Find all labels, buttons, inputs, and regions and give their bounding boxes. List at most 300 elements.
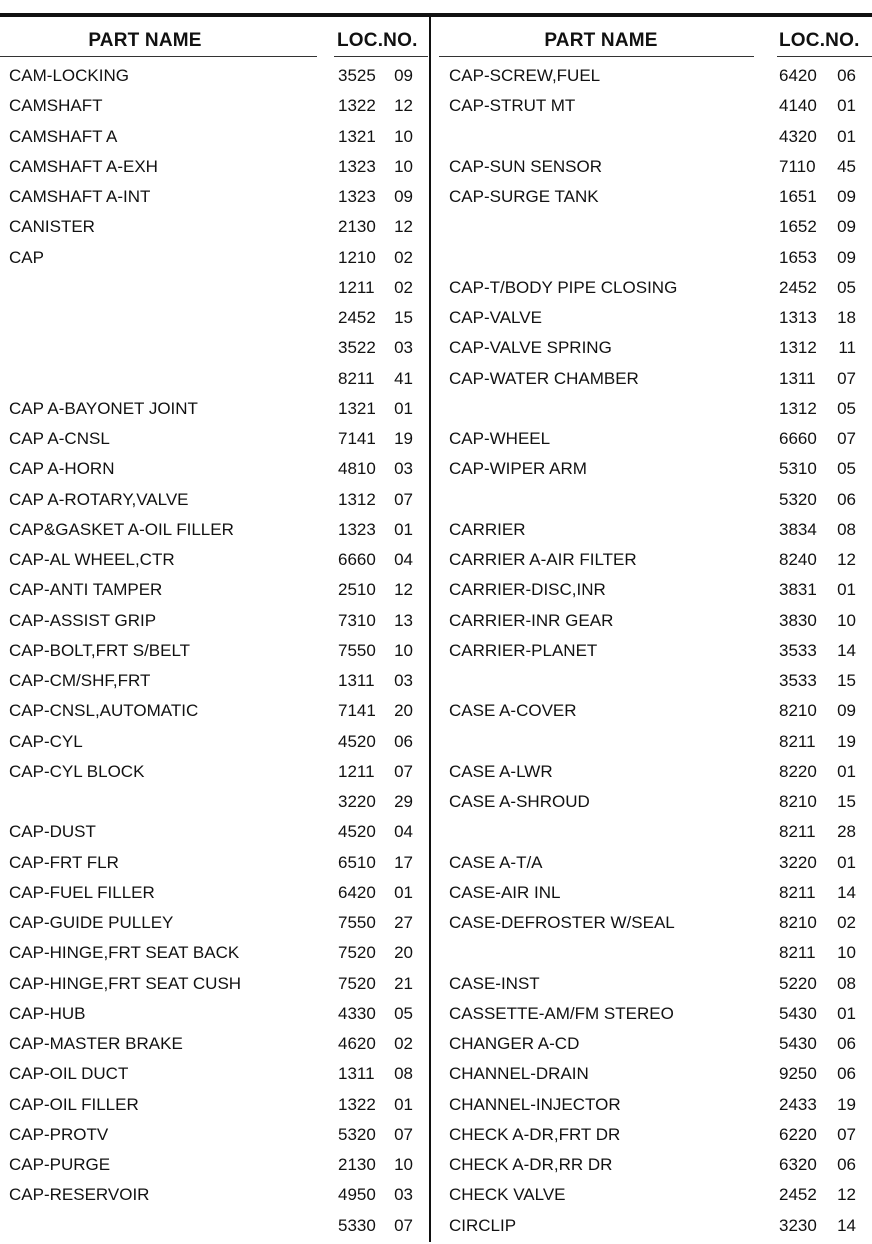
part-name-cell: CAP-AL WHEEL,CTR [9,550,175,569]
loc-code-cell: 8240 [779,550,817,569]
loc-no-header: LOC.NO. [337,30,418,51]
loc-num-cell: 05 [837,398,856,418]
loc-num-cell: 12 [394,96,413,116]
table-row [0,1090,429,1120]
table-row [431,1120,872,1150]
loc-num-cell: 10 [394,640,413,660]
part-name-cell: CASE-INST [449,973,540,993]
part-name-underline [439,56,754,57]
loc-num-cell: 01 [837,96,856,116]
table-row [431,1029,872,1059]
table-row [0,515,429,545]
part-name-cell: CHECK VALVE [449,1185,566,1205]
loc-code-cell: 1321 [338,126,376,146]
table-row [431,787,872,817]
table-row [0,454,429,484]
part-name-cell: CAP-SURGE TANK [449,187,599,206]
loc-code-cell: 3533 [779,671,817,690]
loc-num-cell: 29 [394,792,413,811]
loc-num-cell: 01 [837,580,856,600]
loc-num-cell: 19 [394,429,413,448]
table-row [0,273,429,303]
table-row [0,1120,429,1150]
table-row [0,1180,429,1210]
loc-num-cell: 12 [837,1185,856,1205]
part-name-cell: CAP A-CNSL [9,429,110,448]
part-name-cell: CAP A-ROTARY,VALVE [9,489,189,509]
loc-num-cell: 11 [838,338,856,358]
loc-num-cell: 06 [837,1155,856,1174]
right-column [431,17,872,1241]
part-name-underline [0,56,317,57]
part-name-cell: CAP-FUEL FILLER [9,882,155,902]
loc-code-cell: 7520 [338,943,376,963]
loc-num-cell: 09 [394,187,413,206]
table-row [431,636,872,666]
table-row [431,485,872,515]
table-row [0,817,429,847]
table-row [431,666,872,696]
loc-num-cell: 09 [837,247,856,267]
part-name-cell: CAP-VALVE SPRING [449,338,612,358]
part-name-cell: CAP-WIPER ARM [449,459,587,479]
table-row [431,515,872,545]
part-name-cell: CAP-WATER CHAMBER [449,368,639,388]
loc-code-cell: 7110 [779,156,816,176]
part-name-header: PART NAME [544,30,658,51]
part-name-cell: CAMSHAFT A-INT [9,187,151,206]
table-row [431,61,872,91]
right-rows [431,61,872,1241]
loc-code-cell: 1652 [779,217,817,237]
part-name-cell: CAP-ANTI TAMPER [9,580,163,600]
part-name-cell: CAP-ASSIST GRIP [9,610,157,630]
loc-code-cell: 7141 [338,429,376,448]
table-row [431,303,872,333]
loc-code-cell: 3230 [779,1215,817,1235]
table-row [431,182,872,212]
loc-num-cell: 14 [837,640,856,660]
loc-code-cell: 1311 [338,671,375,690]
table-row [431,1090,872,1120]
loc-code-cell: 4520 [338,731,376,751]
table-row [431,908,872,938]
loc-code-cell: 5320 [779,489,817,509]
loc-code-cell: 5430 [779,1003,817,1023]
table-row [0,666,429,696]
part-name-cell: CAP A-BAYONET JOINT [9,398,198,418]
loc-code-cell: 4520 [338,822,376,842]
loc-code-cell: 4320 [779,126,817,146]
table-row [431,122,872,152]
part-name-cell: CAMSHAFT A [9,126,118,146]
loc-code-cell: 4140 [779,96,817,116]
table-row [431,424,872,454]
loc-num-cell: 15 [394,308,413,327]
loc-num-cell: 19 [837,731,856,751]
loc-code-cell: 2510 [338,580,376,600]
table-row [431,938,872,968]
table-row [0,636,429,666]
loc-code-cell: 8211 [779,822,816,842]
part-name-cell: CAP-CNSL,AUTOMATIC [9,701,199,721]
table-row [0,1150,429,1180]
loc-num-cell: 07 [394,761,413,781]
table-row [0,243,429,273]
part-name-cell: CAP-VALVE [449,308,542,327]
loc-num-cell: 15 [837,792,856,811]
loc-num-cell: 03 [394,671,413,690]
part-name-cell: CAP-CYL BLOCK [9,761,145,781]
loc-code-cell: 8210 [779,701,817,721]
loc-num-cell: 04 [394,822,413,842]
loc-code-cell: 6220 [779,1124,817,1144]
left-rows [0,61,429,1241]
part-name-cell: CASE A-LWR [449,761,553,781]
part-name-cell: CIRCLIP [449,1215,517,1235]
loc-code-cell: 8211 [779,882,816,902]
table-row [0,1059,429,1089]
table-row [0,333,429,363]
loc-num-cell: 01 [394,519,413,539]
table-row [0,787,429,817]
loc-num-cell: 02 [394,277,413,297]
table-row [431,575,872,605]
loc-num-cell: 01 [394,882,413,902]
loc-num-cell: 09 [837,187,856,206]
part-name-cell: CAP-CYL [9,731,83,751]
table-row [0,485,429,515]
loc-code-cell: 6320 [779,1155,817,1174]
loc-code-cell: 7550 [338,913,376,932]
part-name-cell: CANISTER [9,217,95,237]
part-name-cell: CAP-GUIDE PULLEY [9,913,174,932]
loc-code-cell: 2130 [338,217,376,237]
loc-num-cell: 21 [394,973,413,993]
part-name-cell: CAP-PURGE [9,1155,111,1174]
table-row [0,727,429,757]
loc-code-cell: 2433 [779,1094,817,1114]
table-row [431,969,872,999]
left-column [0,17,429,1241]
loc-num-cell: 06 [837,489,856,509]
loc-num-cell: 28 [837,822,856,842]
part-name-cell: CAMSHAFT A-EXH [9,156,158,176]
table-row [0,908,429,938]
table-row [0,545,429,575]
loc-num-cell: 01 [837,126,856,146]
table-row [431,1180,872,1210]
table-row [431,1211,872,1241]
loc-num-cell: 14 [837,1215,856,1235]
table-row [431,727,872,757]
loc-code-cell: 9250 [779,1064,817,1084]
part-name-cell: CASE A-T/A [449,852,543,872]
loc-code-cell: 7550 [338,640,376,660]
table-row [0,848,429,878]
loc-code-cell: 3220 [779,852,817,872]
loc-num-cell: 07 [394,1124,413,1144]
part-name-cell: CASE A-SHROUD [449,792,590,811]
loc-code-cell: 1323 [338,187,376,206]
loc-num-cell: 20 [394,701,413,721]
loc-num-cell: 09 [837,217,856,237]
part-name-cell: CAP-RESERVOIR [9,1185,150,1205]
loc-code-cell: 2130 [338,1155,376,1174]
table-row [0,757,429,787]
loc-code-cell: 3220 [338,792,376,811]
part-name-cell: CAP-MASTER BRAKE [9,1034,183,1053]
part-name-cell: CAM-LOCKING [9,66,129,85]
loc-code-cell: 4620 [338,1034,376,1053]
table-row [0,696,429,726]
loc-code-cell: 2452 [779,277,817,297]
loc-code-cell: 1312 [338,489,376,509]
loc-num-cell: 01 [837,761,856,781]
loc-num-cell: 27 [394,913,413,932]
part-name-cell: CAP-HINGE,FRT SEAT BACK [9,943,240,963]
loc-code-cell: 6420 [779,66,817,85]
table-row [431,696,872,726]
loc-num-cell: 01 [837,1003,856,1023]
loc-code-cell: 1322 [338,1094,376,1114]
part-name-cell: CAP-FRT FLR [9,852,119,872]
loc-code-cell: 1322 [338,96,376,116]
part-name-cell: CASE-AIR INL [449,882,561,902]
loc-code-cell: 3522 [338,338,376,358]
part-name-cell: CAP-HUB [9,1003,86,1023]
table-row [0,122,429,152]
table-row [0,364,429,394]
loc-num-cell: 03 [394,338,413,358]
loc-num-cell: 08 [837,519,856,539]
loc-num-cell: 05 [837,277,856,297]
loc-num-cell: 07 [837,1124,856,1144]
table-row [0,606,429,636]
part-name-cell: CAP-SCREW,FUEL [449,66,601,85]
loc-code-cell: 8211 [779,731,816,751]
part-name-cell: CASE-DEFROSTER W/SEAL [449,913,675,932]
table-row [431,91,872,121]
loc-num-cell: 09 [837,701,856,721]
part-name-cell: CAP-WHEEL [449,429,551,448]
loc-code-cell: 1311 [338,1064,375,1084]
part-name-cell: CAP-DUST [9,822,96,842]
loc-code-cell: 1312 [779,398,817,418]
loc-num-cell: 03 [394,1185,413,1205]
part-name-cell: CARRIER [449,519,526,539]
loc-num-cell: 07 [837,368,856,388]
loc-code-cell: 1323 [338,156,376,176]
table-row [0,575,429,605]
table-row [431,364,872,394]
loc-code-cell: 1653 [779,247,817,267]
loc-code-cell: 8211 [779,943,816,963]
loc-no-underline [777,56,872,57]
loc-code-cell: 1312 [779,338,817,358]
part-name-cell: CARRIER-PLANET [449,640,598,660]
loc-num-cell: 45 [837,156,856,176]
table-row [431,454,872,484]
loc-num-cell: 10 [394,1155,413,1174]
part-name-cell: CASE A-COVER [449,701,577,721]
table-row [0,878,429,908]
part-name-cell: CAP-PROTV [9,1124,109,1144]
part-name-cell: CAP-OIL FILLER [9,1094,139,1114]
part-name-cell: CAP&GASKET A-OIL FILLER [9,519,234,539]
loc-num-cell: 06 [394,731,413,751]
table-row [0,152,429,182]
loc-code-cell: 8210 [779,792,817,811]
table-row [431,817,872,847]
part-name-cell: CHANGER A-CD [449,1034,580,1053]
table-row [431,878,872,908]
loc-code-cell: 6420 [338,882,376,902]
table-row [0,303,429,333]
loc-code-cell: 7141 [338,701,376,721]
loc-num-cell: 10 [394,156,413,176]
table-row [0,91,429,121]
loc-code-cell: 7520 [338,973,376,993]
loc-num-cell: 10 [394,126,413,146]
loc-code-cell: 4810 [338,459,376,479]
loc-code-cell: 5220 [779,973,817,993]
loc-num-cell: 01 [394,398,413,418]
table-row [0,212,429,242]
loc-num-cell: 19 [837,1094,856,1114]
table-row [431,333,872,363]
loc-code-cell: 7310 [338,610,376,630]
part-name-header: PART NAME [88,30,202,51]
loc-num-cell: 15 [837,671,856,690]
table-row [431,243,872,273]
loc-num-cell: 01 [837,852,856,872]
loc-no-underline [334,56,428,57]
table-row [0,182,429,212]
table-row [0,999,429,1029]
loc-num-cell: 12 [394,217,413,237]
table-row [431,848,872,878]
table-row [431,545,872,575]
loc-num-cell: 06 [837,66,856,85]
table-row [0,424,429,454]
table-row [431,1059,872,1089]
table-row [431,999,872,1029]
loc-num-cell: 09 [394,66,413,85]
part-name-cell: CAP-HINGE,FRT SEAT CUSH [9,973,242,993]
part-name-cell: CAP-OIL DUCT [9,1064,129,1084]
loc-num-cell: 41 [394,368,413,388]
loc-code-cell: 1210 [338,247,376,267]
table-row [0,61,429,91]
part-name-cell: CASSETTE-AM/FM STEREO [449,1003,674,1023]
loc-num-cell: 18 [837,308,856,327]
loc-num-cell: 07 [394,489,413,509]
loc-num-cell: 07 [394,1215,413,1235]
loc-code-cell: 6660 [338,550,376,569]
part-name-cell: CARRIER-DISC,INR [449,580,606,600]
loc-num-cell: 05 [394,1003,413,1023]
table-row [431,757,872,787]
loc-num-cell: 03 [394,459,413,479]
table-row [0,1211,429,1241]
table-row [431,152,872,182]
part-name-cell: CHECK A-DR,FRT DR [449,1124,621,1144]
loc-num-cell: 04 [394,550,413,569]
loc-num-cell: 02 [394,1034,413,1053]
loc-code-cell: 1311 [779,368,816,388]
loc-code-cell: 4950 [338,1185,376,1205]
loc-num-cell: 17 [394,852,413,872]
loc-code-cell: 1211 [338,761,375,781]
loc-code-cell: 6510 [338,852,376,872]
loc-num-cell: 05 [837,459,856,479]
loc-code-cell: 2452 [338,308,376,327]
loc-code-cell: 3831 [779,580,817,600]
part-name-cell: CAP-CM/SHF,FRT [9,671,151,690]
loc-num-cell: 10 [837,943,856,963]
loc-num-cell: 12 [837,550,856,569]
part-name-cell: CAP-BOLT,FRT S/BELT [9,640,191,660]
loc-num-cell: 10 [837,610,856,630]
loc-num-cell: 12 [394,580,413,600]
table-row [0,1029,429,1059]
loc-code-cell: 8210 [779,913,817,932]
part-name-cell: CARRIER-INR GEAR [449,610,614,630]
loc-code-cell: 8211 [338,368,375,388]
loc-code-cell: 3525 [338,66,376,85]
loc-code-cell: 3533 [779,640,817,660]
loc-num-cell: 02 [394,247,413,267]
loc-code-cell: 3830 [779,610,817,630]
table-row [0,394,429,424]
loc-code-cell: 8220 [779,761,817,781]
part-name-cell: CAMSHAFT [9,96,103,116]
table-row [431,394,872,424]
part-name-cell: CHECK A-DR,RR DR [449,1155,613,1174]
loc-num-cell: 08 [837,973,856,993]
loc-num-cell: 01 [394,1094,413,1114]
loc-num-cell: 14 [837,882,856,902]
part-name-cell: CHANNEL-DRAIN [449,1064,589,1084]
part-name-cell: CHANNEL-INJECTOR [449,1094,621,1114]
table-row [431,212,872,242]
table-row [431,273,872,303]
loc-code-cell: 2452 [779,1185,817,1205]
loc-code-cell: 1313 [779,308,817,327]
loc-code-cell: 5320 [338,1124,376,1144]
loc-code-cell: 3834 [779,519,817,539]
loc-code-cell: 5330 [338,1215,376,1235]
right-header [431,17,872,61]
loc-code-cell: 1321 [338,398,376,418]
part-name-cell: CAP A-HORN [9,459,115,479]
loc-num-cell: 13 [394,610,413,630]
loc-code-cell: 1211 [338,277,375,297]
loc-num-cell: 20 [394,943,413,963]
part-name-cell: CAP-T/BODY PIPE CLOSING [449,277,678,297]
table-row [0,969,429,999]
loc-no-header: LOC.NO. [779,30,860,51]
table-row [431,1150,872,1180]
loc-num-cell: 07 [837,429,856,448]
loc-code-cell: 4330 [338,1003,376,1023]
part-name-cell: CARRIER A-AIR FILTER [449,550,637,569]
loc-num-cell: 06 [837,1034,856,1053]
loc-code-cell: 1651 [779,187,817,206]
loc-code-cell: 5310 [779,459,817,479]
loc-code-cell: 5430 [779,1034,817,1053]
